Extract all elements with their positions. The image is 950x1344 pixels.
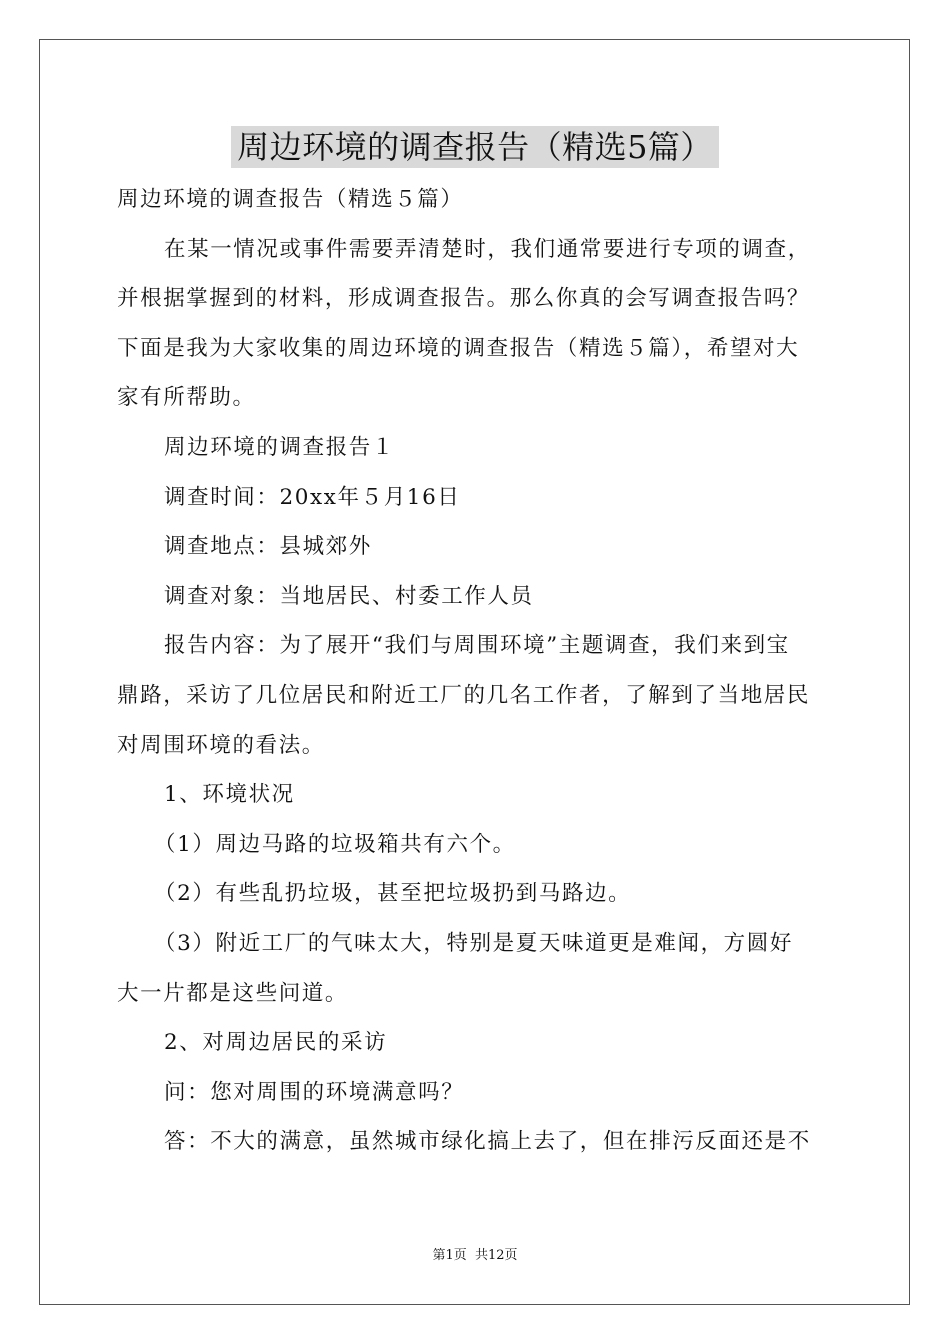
body-line: 对周围环境的看法。 — [117, 732, 325, 758]
document-title: 周边环境的调查报告（精选5篇） — [231, 126, 719, 168]
page-total: 共12页 — [474, 1248, 518, 1263]
body-line: 家有所帮助。 — [117, 385, 256, 411]
body-line: 调查地点：县城郊外 — [164, 534, 372, 560]
title-container — [0, 126, 950, 168]
body-line: （2）有些乱扔垃圾，甚至把垃圾扔到马路边。 — [154, 881, 632, 907]
page-number: 第1页 — [432, 1248, 467, 1263]
body-line: 1、环境状况 — [164, 782, 295, 808]
body-line: 问：您对周围的环境满意吗？ — [164, 1079, 465, 1105]
body-line: 2、对周边居民的采访 — [164, 1030, 388, 1056]
body-line: 调查时间：20xx年５月16日 — [164, 484, 461, 510]
body-line: （1）周边马路的垃圾箱共有六个。 — [154, 831, 516, 857]
body-line: 报告内容：为了展开“我们与周围环境”主题调查，我们来到宝 — [164, 633, 790, 659]
page-footer — [0, 1248, 950, 1264]
body-line: 周边环境的调查报告（精选５篇） — [117, 187, 464, 212]
body-line: 周边环境的调查报告１ — [164, 434, 396, 460]
document-body — [117, 175, 837, 1167]
body-line: 在某一情况或事件需要弄清楚时，我们通常要进行专项的调查， — [164, 236, 811, 262]
body-line: 调查对象：当地居民、村委工作人员 — [164, 583, 534, 609]
body-line: 答：不大的满意，虽然城市绿化搞上去了，但在排污反面还是不 — [164, 1129, 811, 1155]
body-line: 鼎路，采访了几位居民和附近工厂的几名工作者，了解到了当地居民 — [117, 682, 811, 708]
body-line: （3）附近工厂的气味太大，特别是夏天味道更是难闻，方圆好 — [154, 930, 793, 956]
body-line: 并根据掌握到的材料，形成调查报告。那么你真的会写调查报告吗？ — [117, 286, 811, 312]
body-line: 下面是我为大家收集的周边环境的调查报告（精选５篇），希望对大 — [117, 335, 800, 361]
body-line: 大一片都是这些问道。 — [117, 980, 349, 1006]
